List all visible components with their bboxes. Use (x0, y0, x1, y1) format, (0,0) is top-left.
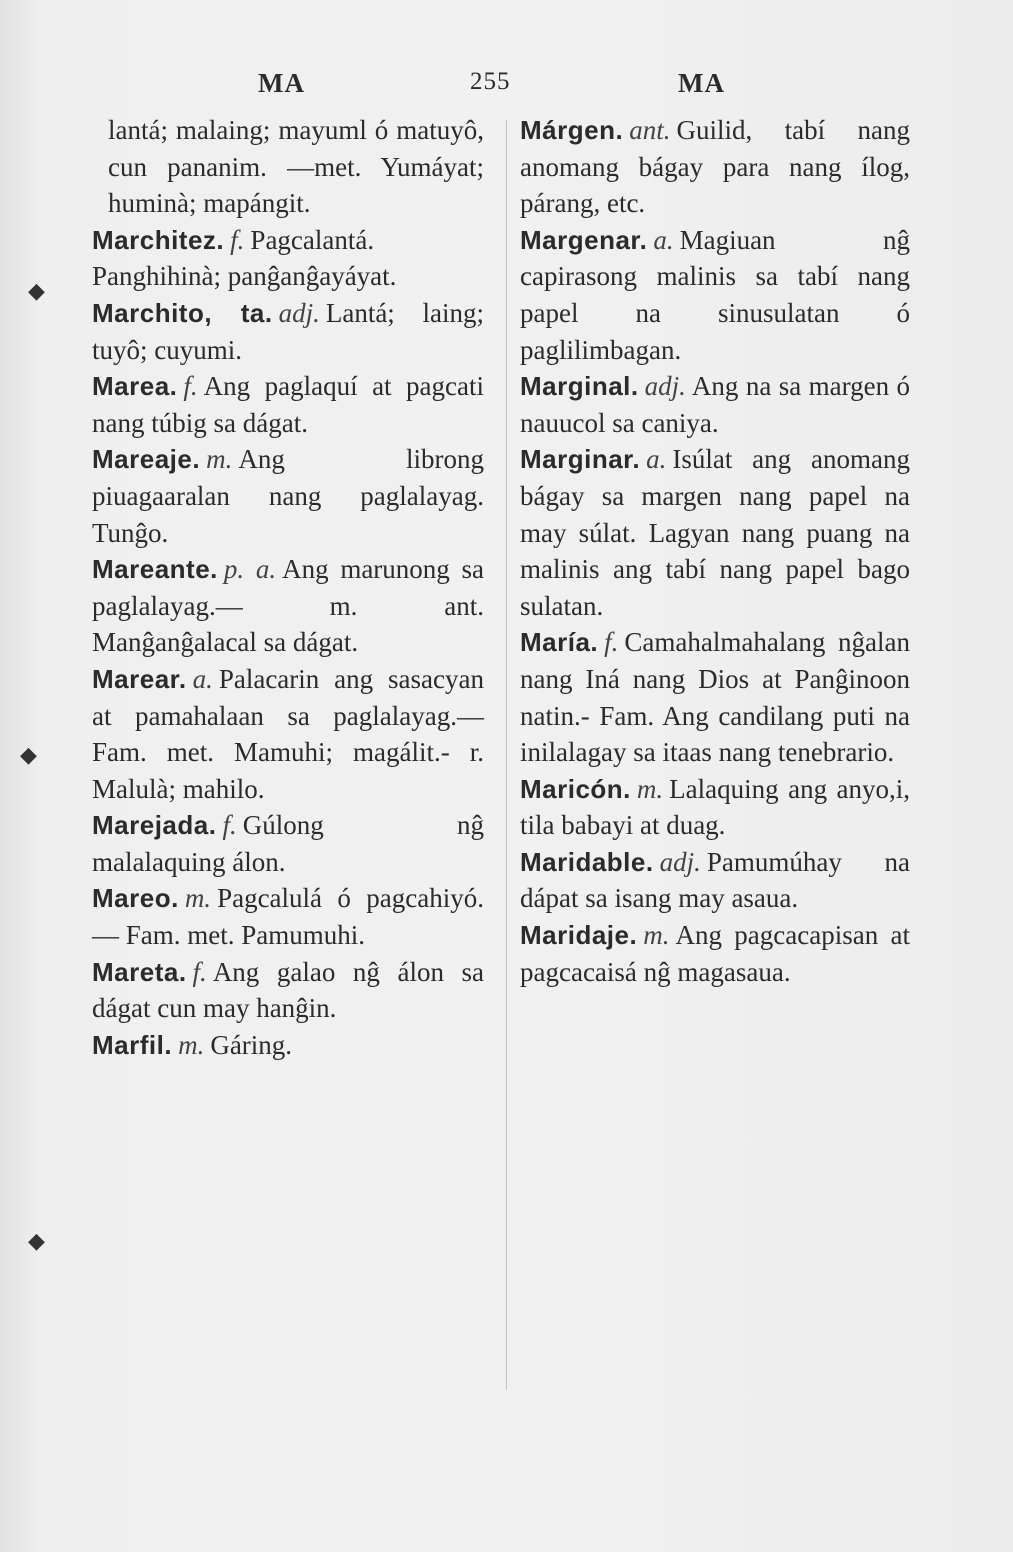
entry-part-of-speech: p. a. (223, 554, 277, 585)
entry-headword: Marejada. (92, 810, 217, 841)
right-column (520, 112, 910, 990)
entry-headword: Márgen. (520, 115, 624, 145)
dictionary-entry (92, 880, 484, 953)
entry-headword: Margenar. (520, 224, 648, 255)
entry-headword: Maricón. (520, 773, 631, 804)
margin-mark-icon: ◆ (28, 1228, 45, 1253)
dictionary-entry (92, 661, 484, 807)
dictionary-entry (92, 954, 484, 1027)
entry-headword: Marchito, ta. (92, 297, 273, 328)
entry-part-of-speech: m. (636, 773, 664, 804)
entry-continuation (92, 112, 484, 222)
entry-part-of-speech: adj. (644, 371, 686, 402)
dictionary-entry (520, 771, 910, 844)
entry-definition: Gúlong nĝ malalaquing álon. (92, 810, 484, 877)
entry-part-of-speech: a. (192, 663, 213, 694)
entry-definition: Camahalmahalang nĝalan nang Iná nang Dios at Panĝinoon natin.- Fam. Ang candilang puti na inilalagay sa itaas nang tenebrario. (520, 627, 910, 768)
page-header (0, 68, 1013, 108)
entry-part-of-speech: f. (222, 810, 237, 841)
entry-definition: Lantá; laing; tuyô; cuyumi. (92, 297, 484, 365)
entry-definition: Pagcalulá ó pagcahiyó. — Fam. met. Pamumuhi. (92, 883, 484, 951)
entry-part-of-speech: m. (178, 1029, 205, 1060)
dictionary-entry (92, 1027, 484, 1064)
entry-definition: Ang marunong sa paglalayag.— m. ant. Manĝanĝalacal sa dágat. (92, 554, 485, 658)
entry-part-of-speech: f. (192, 956, 207, 987)
dictionary-entry (520, 917, 910, 990)
entry-headword: Marfil. (92, 1029, 173, 1060)
margin-mark-icon: ◆ (28, 278, 45, 303)
entry-part-of-speech: adj. (278, 297, 320, 328)
entry-definition: Ang pagcacapisan at pagcacaisá nĝ magasaua. (520, 920, 910, 987)
dictionary-entry (520, 441, 910, 624)
dictionary-entry (520, 222, 910, 368)
entry-headword: Mareante. (92, 554, 218, 585)
entry-part-of-speech: m. (643, 920, 670, 951)
dictionary-entry (92, 295, 484, 368)
dictionary-entry (92, 807, 484, 880)
column-divider (506, 120, 507, 1390)
dictionary-entry (92, 368, 484, 441)
entry-headword: Mareta. (92, 956, 187, 987)
entry-headword: Mareo. (92, 883, 179, 914)
header-guide-word-left: MA (258, 68, 305, 98)
entry-part-of-speech: m. (206, 444, 233, 475)
entry-definition: Pagcalantá. Panghihinà; panĝanĝayáyat. (92, 224, 397, 292)
entry-definition: Palacarin ang sasacyan at pamahalaan sa paglalayag.— Fam. met. Mamuhi; magálit.- r. Malulà; mahilo. (92, 663, 484, 804)
entry-definition: lantá; malaing; mayuml ó matuyô, cun pananim. —met. Yumáyat; huminà; mapángit. (108, 115, 484, 219)
entry-part-of-speech: f. (230, 224, 245, 255)
entry-part-of-speech: a. (646, 444, 667, 475)
entry-part-of-speech: a. (653, 224, 674, 255)
dictionary-entry (92, 551, 484, 661)
entry-definition: Ang na sa margen ó nauucol sa caniya. (520, 371, 910, 438)
entry-definition: Ang paglaquí at pagcati nang túbig sa dágat. (92, 371, 484, 438)
entry-headword: Marchitez. (92, 224, 225, 255)
dictionary-entry (92, 222, 484, 295)
entry-definition: Pamumúhay na dápat sa isang may asaua. (520, 846, 910, 914)
entry-definition: Ang librong piuagaaralan nang paglalayag. Tunĝo. (92, 444, 484, 548)
entry-part-of-speech: adj. (659, 846, 701, 877)
entry-headword: Mareaje. (92, 444, 201, 475)
left-column (92, 112, 484, 1063)
entry-headword: Marear. (92, 663, 187, 694)
header-guide-word-right: MA (678, 68, 725, 98)
dictionary-entry (520, 624, 910, 770)
entry-definition: Lalaquing ang anyo,i, tila babayi at duag. (520, 773, 910, 841)
entry-definition: Gáring. (210, 1029, 293, 1060)
entry-part-of-speech: f. (183, 371, 198, 402)
entry-headword: María. (520, 627, 599, 658)
entry-headword: Maridable. (520, 846, 654, 877)
dictionary-entry (92, 441, 484, 551)
margin-mark-icon: ◆ (20, 742, 37, 767)
entry-part-of-speech: ant. (629, 115, 671, 145)
entry-definition: Isúlat ang anomang bágay sa margen nang papel na may súlat. Lagyan nang puang na malinis ang tabí nang papel bago sulatan. (520, 444, 910, 621)
page-number: 255 (470, 68, 511, 95)
dictionary-entry (520, 844, 910, 917)
entry-headword: Marea. (92, 371, 178, 402)
dictionary-entry (520, 368, 910, 441)
entry-definition: Guilid, tabí nang anomang bágay para nang ílog, párang, etc. (520, 115, 910, 219)
entry-headword: Marginal. (520, 371, 639, 402)
entry-part-of-speech: f. (604, 627, 619, 658)
entry-headword: Maridaje. (520, 920, 638, 951)
entry-headword: Marginar. (520, 444, 641, 475)
entry-definition: Magiuan nĝ capirasong malinis sa tabí nang papel na sinusulatan ó paglilimbagan. (520, 224, 910, 365)
dictionary-entry (520, 112, 910, 222)
entry-part-of-speech: m. (184, 883, 212, 914)
entry-definition: Ang galao nĝ álon sa dágat cun may hanĝin. (92, 956, 484, 1024)
